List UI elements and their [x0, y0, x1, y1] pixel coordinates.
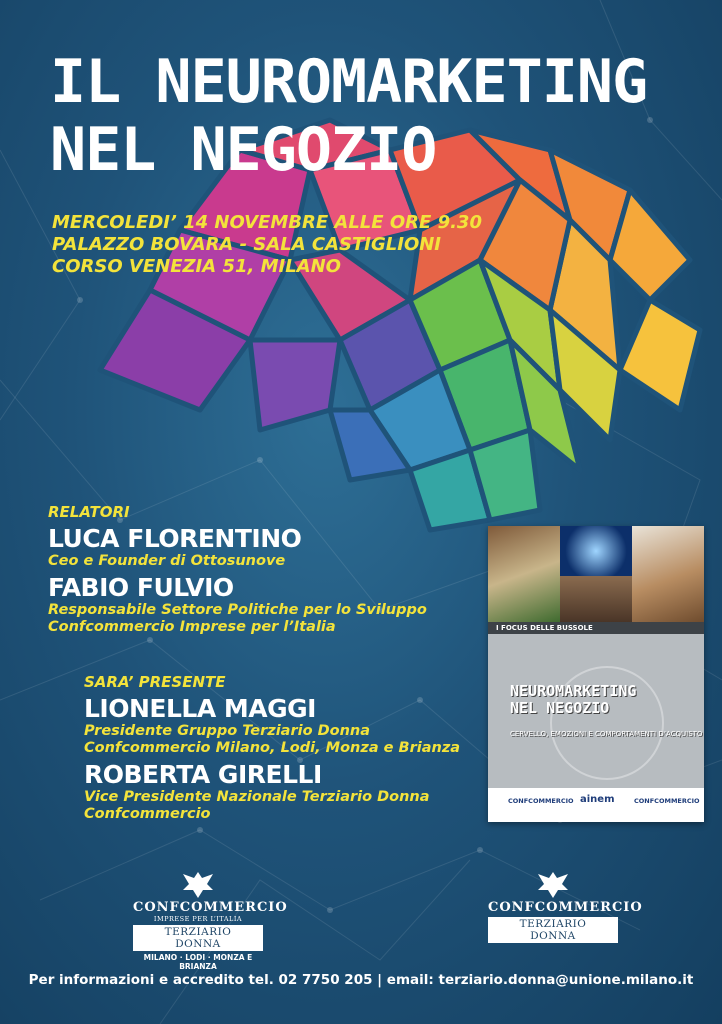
book-series: I FOCUS DELLE BUSSOLE — [488, 622, 704, 634]
book-cover — [488, 526, 704, 822]
speaker-name: LUCA FLORENTINO — [48, 524, 302, 553]
book-logo-confcommercio: CONFCOMMERCIO — [508, 797, 574, 805]
poster-title — [50, 48, 647, 184]
org-left-name: CONFCOMMERCIO — [133, 900, 288, 915]
book-photos — [488, 526, 704, 622]
present-role: Vice Presidente Nazionale Terziario Donna — [84, 789, 430, 805]
present-section — [84, 673, 460, 823]
present-role: Presidente Gruppo Terziario Donna — [84, 723, 371, 739]
book-logo-ainem: ainem — [580, 794, 615, 805]
event-venue: PALAZZO BOVARA - SALA CASTIGLIONI — [52, 234, 442, 255]
event-details — [52, 212, 482, 278]
book-logo-confcommercio-2: CONFCOMMERCIO — [634, 797, 700, 805]
title-line-1: IL NEUROMARKETING — [50, 47, 648, 117]
org-logo-right — [488, 868, 643, 943]
photo-brain — [560, 526, 632, 576]
org-right-name: CONFCOMMERCIO — [488, 900, 643, 915]
speaker-item — [48, 525, 427, 570]
present-item — [84, 761, 460, 823]
org-left-group: TERZIARIO DONNA — [133, 925, 263, 951]
book-logos — [488, 788, 704, 822]
speaker-role: Responsabile Settore Politiche per lo Sviluppo — [48, 602, 427, 618]
photo-shop — [560, 576, 632, 622]
present-org: Confcommercio — [84, 806, 211, 822]
contact-footer: Per informazioni e accredito tel. 02 7750 205 | email: terziario.donna@unione.milano.it — [28, 972, 694, 988]
event-address: CORSO VENEZIA 51, MILANO — [52, 256, 341, 277]
org-left-locations: MILANO · LODI · MONZA E BRIANZA — [143, 953, 253, 971]
speaker-role: Ceo e Founder di Ottosunove — [48, 553, 286, 569]
speakers-section — [48, 503, 427, 636]
org-left-tagline: IMPRESE PER L’ITALIA — [153, 915, 243, 923]
speaker-name: FABIO FULVIO — [48, 573, 234, 602]
event-date: MERCOLEDI’ 14 NOVEMBRE ALLE ORE 9.30 — [52, 212, 482, 233]
photo-customers — [632, 526, 704, 622]
present-name: LIONELLA MAGGI — [84, 694, 316, 723]
title-line-2: NEL NEGOZIO — [50, 115, 437, 185]
eagle-emblem-icon — [534, 868, 572, 900]
present-label: SARA’ PRESENTE — [84, 673, 226, 691]
speaker-item — [48, 574, 427, 636]
org-logo-left — [133, 868, 288, 971]
book-title — [510, 683, 636, 717]
speaker-org: Confcommercio Imprese per l’Italia — [48, 619, 336, 635]
book-subtitle: CERVELLO, EMOZIONI E COMPORTAMENTI D’ACQUISTO — [510, 730, 703, 738]
present-name: ROBERTA GIRELLI — [84, 760, 322, 789]
photo-clothes — [488, 526, 560, 622]
eagle-emblem-icon — [179, 868, 217, 900]
book-title-line-1: NEUROMARKETING — [510, 682, 637, 700]
speakers-label: RELATORI — [48, 503, 130, 521]
org-right-group: TERZIARIO DONNA — [488, 917, 618, 943]
present-item — [84, 695, 460, 757]
book-title-line-2: NEL NEGOZIO — [510, 699, 610, 717]
present-org: Confcommercio Milano, Lodi, Monza e Brianza — [84, 740, 461, 756]
